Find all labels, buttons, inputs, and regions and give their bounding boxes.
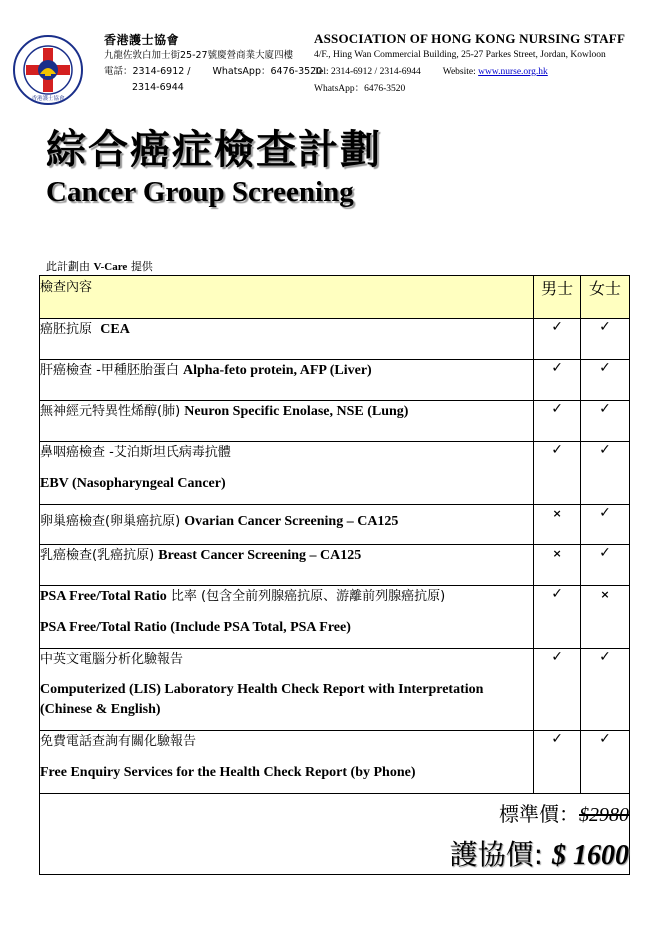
check-icon: ✓ <box>551 586 563 602</box>
table-row <box>40 545 630 586</box>
female-mark <box>581 360 630 401</box>
check-icon: ✓ <box>551 442 563 458</box>
item-en: Ovarian Cancer Screening – CA125 <box>184 514 399 529</box>
row-item <box>40 401 534 442</box>
male-mark <box>534 319 581 360</box>
check-icon: ✓ <box>599 360 611 376</box>
row-item <box>40 649 534 731</box>
item-en: PSA Free/Total Ratio <box>40 589 167 604</box>
provider-suffix: 提供 <box>130 260 153 273</box>
item-cn: 癌胚抗原 <box>40 322 93 337</box>
check-icon: ✓ <box>599 505 611 521</box>
check-icon: ✓ <box>551 731 563 747</box>
item-en: Free Enquiry Services for the Health Check Report (by Phone) <box>40 765 416 780</box>
header-en <box>314 30 625 98</box>
check-icon: ✓ <box>551 319 563 335</box>
phone-cn: 電話：2314-6912 / <box>104 66 191 77</box>
female-mark <box>581 586 630 649</box>
row-item <box>40 545 534 586</box>
check-icon: ✓ <box>599 442 611 458</box>
female-mark <box>581 401 630 442</box>
standard-price-label: 標準價： <box>499 802 579 826</box>
row-item <box>40 442 534 505</box>
row-item <box>40 505 534 545</box>
table-row <box>40 401 630 442</box>
row-item <box>40 731 534 794</box>
table-row <box>40 586 630 649</box>
item-cn: 卵巢癌檢查(卵巢癌抗原) <box>40 514 181 529</box>
check-icon: ✓ <box>599 319 611 335</box>
table-row <box>40 360 630 401</box>
website-link[interactable]: www.nurse.org.hk <box>478 67 548 77</box>
female-mark <box>581 649 630 731</box>
header-item: 檢查內容 <box>40 276 534 319</box>
check-icon: ✓ <box>599 649 611 665</box>
item-cn: 無神經元特異性烯醇(肺) <box>40 404 181 419</box>
table-row <box>40 649 630 731</box>
item-en: EBV (Nasopharyngeal Cancer) <box>40 476 226 491</box>
table-header-row <box>40 276 630 319</box>
item-en: Alpha-feto protein, AFP (Liver) <box>182 363 372 378</box>
item-cn: 中英文電腦分析化驗報告 <box>40 652 184 667</box>
screening-table <box>39 275 630 875</box>
male-mark <box>534 505 581 545</box>
check-icon: ✓ <box>599 731 611 747</box>
provider-note <box>46 258 153 274</box>
member-price <box>40 833 629 873</box>
male-mark <box>534 442 581 505</box>
male-mark <box>534 545 581 586</box>
header-female: 女士 <box>581 276 630 319</box>
item-en-2: PSA Free/Total Ratio (Include PSA Total, PSA Free) <box>40 620 351 635</box>
cross-icon: × <box>552 507 562 520</box>
male-mark <box>534 586 581 649</box>
item-cn: 鼻咽癌檢查 -艾泊斯坦氏病毒抗體 <box>40 445 231 460</box>
svg-text:香港護士協會: 香港護士協會 <box>31 96 65 102</box>
female-mark <box>581 442 630 505</box>
item-en: Neuron Specific Enolase, NSE (Lung) <box>184 404 409 419</box>
price-cell <box>40 794 630 875</box>
male-mark <box>534 360 581 401</box>
check-icon: ✓ <box>551 360 563 376</box>
cross-icon: × <box>552 547 562 560</box>
standard-price <box>40 798 629 827</box>
member-price-label: 護協價: <box>449 838 544 871</box>
whatsapp-cn: WhatsApp：6476-3520 <box>212 66 323 77</box>
check-icon: ✓ <box>599 401 611 417</box>
item-cn: 肝癌檢查 -甲種胚胎蛋白 <box>40 363 179 378</box>
item-cn: 乳癌檢查(乳癌抗原) <box>40 548 155 563</box>
header-cn <box>104 32 322 96</box>
female-mark <box>581 545 630 586</box>
whatsapp-en: WhatsApp：6476-3520 <box>314 84 406 94</box>
item-en: Computerized (LIS) Laboratory Health Check Report with Interpretation (Chinese & English) <box>40 682 484 717</box>
title-cn: 綜合癌症檢查計劃 <box>46 127 382 173</box>
female-mark <box>581 505 630 545</box>
male-mark <box>534 401 581 442</box>
male-mark <box>534 649 581 731</box>
check-icon: ✓ <box>551 649 563 665</box>
header-male: 男士 <box>534 276 581 319</box>
org-name-cn: 香港護士協會 <box>104 33 180 47</box>
phone2-cn: 2314-6944 <box>132 82 184 93</box>
address-en: 4/F., Hing Wan Commercial Building, 25-27 Parkes Street, Jordan, Kowloon <box>314 50 606 60</box>
member-price-amount: $ 1600 <box>552 840 629 871</box>
check-icon: ✓ <box>599 545 611 561</box>
row-item <box>40 586 534 649</box>
provider-prefix: 此計劃由 <box>46 260 90 273</box>
check-icon: ✓ <box>551 401 563 417</box>
tel-en: Tel: 2314-6912 / 2314-6944 <box>314 67 421 77</box>
website-label: Website: <box>442 67 476 77</box>
item-cn: 比率 (包含全前列腺癌抗原、游離前列腺癌抗原) <box>170 589 446 604</box>
provider-name: V-Care <box>93 261 128 273</box>
row-item <box>40 319 534 360</box>
standard-price-amount: $2980 <box>579 804 629 826</box>
item-en: Breast Cancer Screening – CA125 <box>158 548 362 563</box>
address-cn: 九龍佐敦白加士街25-27號慶營商業大廈四樓 <box>104 50 294 61</box>
price-row <box>40 794 630 875</box>
table-row <box>40 442 630 505</box>
item-cn: 免費電話查詢有關化驗報告 <box>40 734 197 749</box>
association-logo <box>12 34 84 106</box>
female-mark <box>581 319 630 360</box>
item-en: CEA <box>100 322 130 337</box>
cross-icon: × <box>600 588 610 601</box>
row-item <box>40 360 534 401</box>
table-row <box>40 731 630 794</box>
male-mark <box>534 731 581 794</box>
title-en: Cancer Group Screening <box>46 176 354 208</box>
female-mark <box>581 731 630 794</box>
org-name-en: ASSOCIATION OF HONG KONG NURSING STAFF <box>314 31 626 46</box>
table-row <box>40 505 630 545</box>
table-row <box>40 319 630 360</box>
